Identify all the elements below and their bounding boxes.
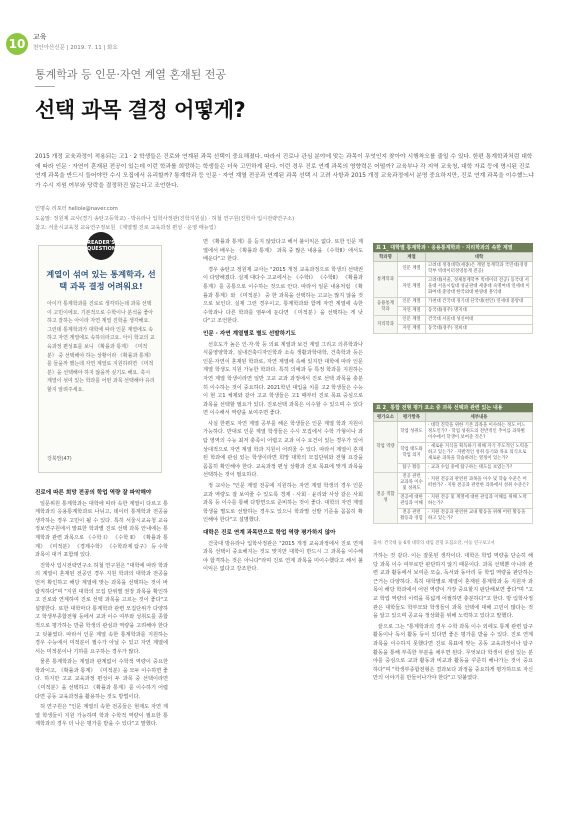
- question-text: 아이가 통계학과를 진로로 생각하는데 과목 선택이 고민이에요. 기본적으로 수학이나 분석을 좋아하고 잘하는 아이라 자연 계열 진학을 생각해요. 그런데 통계학과가 대학에 따라 인문 계열에도 속하고 자연 계열에도 속하더라고요. 아이 학교의 교육과정 편성표를 보니 《확률과 통계》 《미적분》 중 선택해야 하는 상황이라 《확률과 통계》를 들을까 했는데 자연 계열로 지원하려면 《미적분》을 선택해야 하지 않을까 싶기도 해요. 혹시 계열이 섞여 있는 학과를 어떤 과목 선택해야 유리할지 알려주세요.: [47, 301, 155, 393]
- paragraph: 선호도가 높은 인·자·학 등 의료 계열과 보건 계열 그리고 의류학과나 식품영양학과, 실내건축디자인학과 소속 생활과학대학, 건축학과 등은 인문·자연이 혼재된 학과로, 자연 계열에 속해 있지만 대학에 따라 인문 계열 학생도 지원 가능한 학과다. 특히 의예과 등 특정 학과를 지원하는 자연 계열 학생이라면 일반 고교 교과 과정에서 진로 선택 과목을 충분히 이수하는 것이 중요하다. 2021학년 대입을 치를 고2 학생들은 수능이 현 고1 체제와 같아 고교 학생들은 고1 때부터 진로 목표 중심으로 과목을 선택할 필요가 있다. 진로선택 과목은 이수할 수 있으며 수 있다면 이수해서 역량을 보여주면 좋다.: [203, 341, 363, 417]
- paragraph: 물론 통계학과는 계열과 관계없이 수학적 역량이 중요한 학과이고, 《확률과 통계》 《미적분》을 모두 이수하면 좋다. 하지만 고교 교육과정 편성이 두 과목 중 선택이라면 《미적분》을 선택하고 《확률과 통계》를 이수하기 어렵다면 공동 교육과정을 활용하는 것도 방법이다.: [35, 659, 168, 700]
- table-cell: 자연 계열: [398, 307, 426, 316]
- table-2-title: 표 2_ 통합 전형 평가 요소 중 과목 선택과 관련 있는 내용: [373, 403, 533, 412]
- table-cell: 건국대 서울대 성신여대: [426, 316, 533, 325]
- table-header: 대학: [426, 253, 533, 262]
- table-group-cell: 통계학과: [374, 262, 398, 298]
- table-group-cell: 전공 적합성: [374, 473, 398, 524]
- section-name: 교육: [33, 33, 47, 41]
- table-row: [374, 298, 533, 307]
- paragraph: 가하는 것 같다. 이는 잘못된 생각이다. 대학은 학업 역량을 단순히 해당 과목 이수 여부로만 판단하지 않기 때문이다. 과목 선택뿐 아니라 관련 교과 활동에서 보여준 모습, 독서와 동아리 등 학업 역량을 판단하는 근거는 다양하다. 특히 대학별로 계열이 혼재된 통계학과 등 지원자 과목이 해당 학과에서 어떤 역량이 가장 중요할지 판단해보면 좋다"며 "고교 학업 역량의 이력을 폭넓게 어필하면 충분하다"고 한다. 방 입학사정관은 대학들도 학부모와 학생들이 과목 선택에 대해 고민이 많다는 것을 알고 있으며 공교육 정상화를 위해 노력하고 있다고 말했다.: [373, 553, 533, 620]
- article-kicker: 통계학과 등 인문·자연 계열 혼재된 전공: [35, 68, 226, 81]
- table-row: [374, 325, 533, 334]
- badge-line-2: QUESTION: [87, 246, 117, 252]
- reader-question-box: [38, 240, 162, 473]
- paragraph: 일문위원 통계학과는 대학에 따라 속한 계열이 다르고 통계학과의 응용통계학과로 나뉘고, 데이터 통계학과 전공을 생각하는 경우 고민이 될 수 있다. 특히 서울시교육청 교육정보연구원에서 발표한 학과별 진로 선택 과목 안내에는 통계학과 관련 과목으로 《수학 Ⅰ》 《수학 Ⅱ》 《확률과 통계》 《미적분》 《경제수학》 《수학과제 탐구》 등 수학 과목이 대거 포함돼 있다.: [35, 500, 168, 559]
- table-source: 출처: 건국대 등 6개 대학의 대입 전형 모집요강, 이동 연구보고서: [373, 541, 495, 546]
- kicker-divider: [35, 86, 55, 87]
- table-cell: 전공에 대한 관심과 이해: [398, 494, 426, 509]
- reader-question-badge: [87, 232, 115, 260]
- table-cell: 가천대 건국대 경기대 단국대(천안) 연세대 중앙대: [426, 298, 533, 307]
- table-header: 평가항목: [398, 413, 426, 422]
- reporter-line: 인명숙 리포터 hellole@naver.com: [35, 206, 118, 212]
- reference-line: 참고: 서울시교육청 교육연구정보원 《계열별 진로 교육과정 편성 · 운영 매뉴얼》: [35, 225, 219, 231]
- table-cell: 학업 태도와 학업 의지: [398, 443, 426, 464]
- table-cell: 전공 관련 교과목 이수 및 성취도: [398, 473, 426, 494]
- section-heading: 대학은 진로 연계 과목만으로 학업 역량 평가하지 않아: [203, 530, 336, 536]
- table-header: 계열: [398, 253, 426, 262]
- table-group-cell: 응용통계학과: [374, 298, 398, 316]
- paragraph: 진학사 입시전략연구소 허철 연구원은 "대학에 따라 학과의 계열이 혼재된 전공인 경우 지원 학과의 대학과 전공을 먼저 확인하고 해당 계열에 맞는 과목을 선택하는 것이 바람직하다"며 "지원 대학의 모집 단위별 권장 과목을 확인하고 진로와 연계하여 진로 선택 과목을 고르는 것이 좋다"고 설명한다. 또한 대학마다 통계학과 관련 모집단위가 다양하고 학생부종합전형 등에서 교과 이수 여부와 성취도를 종합적으로 평가하는 만큼 학생의 관심과 역량을 고려해야 한다고 덧붙였다. 따라서 인문 계열 속한 통계학과를 지원하는 경우 수능에서 미적분이 필수가 아닐 수 있고 자연 계열에서는 미적분이나 기하를 요구하는 경우가 많다.: [35, 562, 168, 655]
- table-header: 학과명: [374, 253, 398, 262]
- table-cell: 학업 성취도: [398, 422, 426, 443]
- table-cell: 인문 계열: [398, 298, 426, 307]
- table-cell: · 지원 전공과 관련된 과목을 이수 및 학습 수준은 어떠한가? · 지원 전공과 관련한 과목에서 성취 수준은?: [426, 473, 533, 494]
- table-row: [374, 262, 533, 277]
- issue-info: 천안아산신문 | 2019. 7. 11 | 화요: [33, 45, 118, 51]
- table-cell: · 대학 진학을 위한 기본 과목을 이수하는 정도 어느 정도인가? · 학업 성취도의 전반적인 추이를 과목별 이수에서 학생이 보여준 것은?: [426, 422, 533, 443]
- question-author: 강북맘(47): [47, 456, 72, 462]
- table-row: [374, 473, 533, 494]
- table-cell: 인문 계열: [398, 316, 426, 325]
- table-cell: 자연 계열: [398, 277, 426, 298]
- table-cell: 자연 계열: [398, 325, 426, 334]
- table-row: [374, 494, 533, 509]
- table-row: [374, 316, 533, 325]
- paragraph: 끝으로 그는 "통계학과의 경우 수학 과목 이수 외에도 통계 관련 탐구 활동이나 독서 활동 등이 있다면 좋은 평가를 받을 수 있다. 진로 연계 과목을 이수하지 못했다면 진로 목표에 맞는 공동 교육과정이나 탐구 활동을 통해 부족한 부분을 채우면 된다. 무엇보다 학생이 관심 있는 분야를 중심으로 교과 활동과 비교과 활동을 꾸준히 해나가는 것이 중요하다"며 "학생부종합전형은 결과보다 과정을 중요하게 평가하므로 자신만의 이야기를 만들어나가야 한다"고 덧붙였다.: [373, 623, 533, 682]
- article-lead: 2015 개정 교육과정이 적용되는 고1 · 2 학생들은 진로와 연계된 과목 선택이 중요해졌다. 따라서 진로나 관심 분야에 맞는 과목이 무엇인지 찾아야 시행착오를 줄일 수 있다. 한편 통계학과처럼 대학에 따라 인문 · 자연이 혼재된 전공이 있는데 이런 학과를 희망하는 학생들은 더욱 고민하게 된다. 이런 경우 진로 연계 과목의 영향력은 어떨까? 교육부나 각 지역 교육청, 대학 자료 등에 명시된 진로 연계 과목을 반드시 들어야만 수시 모집에서 유리할까? 통계학과 등 인문 · 자연 계열 전공과 연계된 과목 선택 시 고려 사항과 2015 개정 교육과정에서 분명 중요하지만, 진로 연계 과목을 이수했느냐가 수시 지원 여부와 당락을 결정하진 않는다고 조언한다.: [35, 154, 534, 189]
- body-column-1: [35, 485, 168, 820]
- table-cell: 탐구 활동: [398, 464, 426, 473]
- table-group-cell: 학업 역량: [374, 422, 398, 473]
- table-cell: 인문 계열: [398, 262, 426, 277]
- table-cell: · 지원 전공과 관련한 교내 활동을 위해 어떤 활동을 하고 있는가?: [426, 509, 533, 524]
- table-1-title: 표 1_ 대학별 통계학과 · 응용통계학과 · 지리학과의 속한 계열: [373, 243, 533, 252]
- table-row: [374, 307, 533, 316]
- paragraph: 건국대 방유라나 입학사정관은 "2015 개정 교육과정에서 진로 연계 과목 선택이 중요해지는 것도 맞지만 대학이 반드시 그 과목을 이수해야 합격하는 것은 아니다"라며 진로 연계 과목을 미이수했다고 해서 불이익은 없다고 강조한다.: [203, 540, 363, 573]
- table-cell: 동국대(경주) 경희대: [426, 325, 533, 334]
- table-cell: · 지원 전공 및 계열에 대한 관심과 이해를 위해 노력하는가?: [426, 494, 533, 509]
- section-heading: 인문 · 자연 계열별로 별도 선발하기도: [203, 330, 296, 337]
- table-cell: · 새로운 지식을 획득하기 위해 자기 주도적인 노력을 하고 있는가? · 자발적인 성취 동기와 목표 의식으로 새로운 과목을 학습하려는 열정이 있는가?: [426, 443, 533, 464]
- table-1: [373, 252, 533, 334]
- table-2: [373, 412, 533, 524]
- question-title: 계열이 섞여 있는 통계학과, 선택 과목 결정 어려워요!: [46, 269, 156, 291]
- table-cell: 고려대 정경대학(세종)은 계열 통계학과 국민대(경영학부 빅데이터경영통계 전공): [426, 262, 533, 277]
- table-cell: 동국대(경주) 명지대: [426, 307, 533, 316]
- table-row: [374, 422, 533, 443]
- paragraph: 사실 한편도 자연 계열 공부를 해온 학생들은 인문 계열 학과 지원이 가능하다. 반대로 인문 계열 학생들은 수시 모집에서 수학 가형이나 과탐 영역의 수능 최저 충족이 어렵고 교과 이수 요건이 있는 경우가 있어 상대적으로 자연 계열 학과 지원이 어려울 수 있다. 따라서 계열이 혼재된 학과에 관심 있는 학생이라면 희망 대학의 모집단위와 전형 요강을 꼼꼼히 확인해야 한다. 교육과정 편성 상황과 진로 목표에 맞게 과목을 선택하는 것이 필요하다.: [203, 420, 363, 479]
- table-row: [374, 277, 533, 298]
- page-number-badge: 10: [6, 33, 28, 55]
- table-header: 평가요소: [374, 413, 398, 422]
- body-column-2: [203, 238, 363, 823]
- table-cell: · 교과 수업 중에 탐구하는 태도를 보였는가?: [426, 464, 533, 473]
- article-title: 선택 과목 결정 어떻게?: [35, 98, 246, 122]
- table-row: [374, 443, 533, 464]
- table-cell: 고려대(서울, 경제통계학부 빅데이터 전공) 동국대 서울대 서울시립대 성균관대 세종대 숙명여대 연세대 이화여대 중앙대 한국외대 한양대 홍익대: [426, 277, 533, 298]
- section-heading: 진로에 따른 희망 전공의 학업 역량 잘 파악해야: [35, 490, 152, 496]
- help-line: 도움말: 정원제 교사(경기 송탄고등학교) · 박유라나 입학사정관(진학지원실) · 허철 연구원(진학사 입시전략연구소): [35, 216, 295, 222]
- table-row: [374, 509, 533, 524]
- table-row: [374, 464, 533, 473]
- table-group-cell: 지리학과: [374, 316, 398, 334]
- table-cell: 전공 관련 활동과 경험: [398, 509, 426, 524]
- paragraph: 경우 송탄고 정원제 교사는 "2015 개정 교육과정으로 학생의 선택권이 다양해졌다. 실제 대다수 고교에서는 《수학Ⅰ》 《수학Ⅱ》 《확률과 통계》를 공통으로 이수하는 것으로 안다. 따라서 일문 내용처럼 《확률과 통계》와 《미적분》 중 한 과목을 선택하는 고교는 많지 않을 것으로 보인다. 실제 그런 경우이고, 통계학과와 함께 자연 계열에 속한 수학과나 다른 학과를 염두에 둔다면 《미적분》을 선택하는 게 낫다"고 조언한다.: [203, 266, 363, 325]
- paragraph: 면 《확률과 통계》를 듣지 않았다고 해서 불이익은 없다. 또한 인문 계열에서 배우는 《확률과 통계》 과목 중 많은 내용을 《수학Ⅱ》에서도 배운다"고 한다.: [203, 239, 363, 263]
- paragraph: 허 연구원은 "인문 계열의 속한 전공들은 현재도 자연 계열 학생들이 지원 가능하며 학과 수학적 역량이 필요한 통계학과의 경우 더 나은 평가를 받을 수 있다"고 말했다.: [35, 704, 168, 728]
- paragraph: 정 교사는 "인문 계열 전공에 지원하는 자연 계열 학생의 경우 인문 교과 역량도 잘 보여줄 수 있도록 경제 · 사회 · 윤리와 사상 같은 사회 과목 등 이수를 통해 다방면으로 준비하는 것이 좋다. 대학의 자연 계열 학생을 별도로 선발하는 경우도 있으니 학과별 선발 기준을 꼼꼼히 확인해야 한다"고 설명했다.: [203, 483, 363, 524]
- body-column-3: [373, 552, 533, 822]
- badge-line-1: READER'S: [87, 240, 115, 246]
- table-header: 세부내용: [426, 413, 533, 422]
